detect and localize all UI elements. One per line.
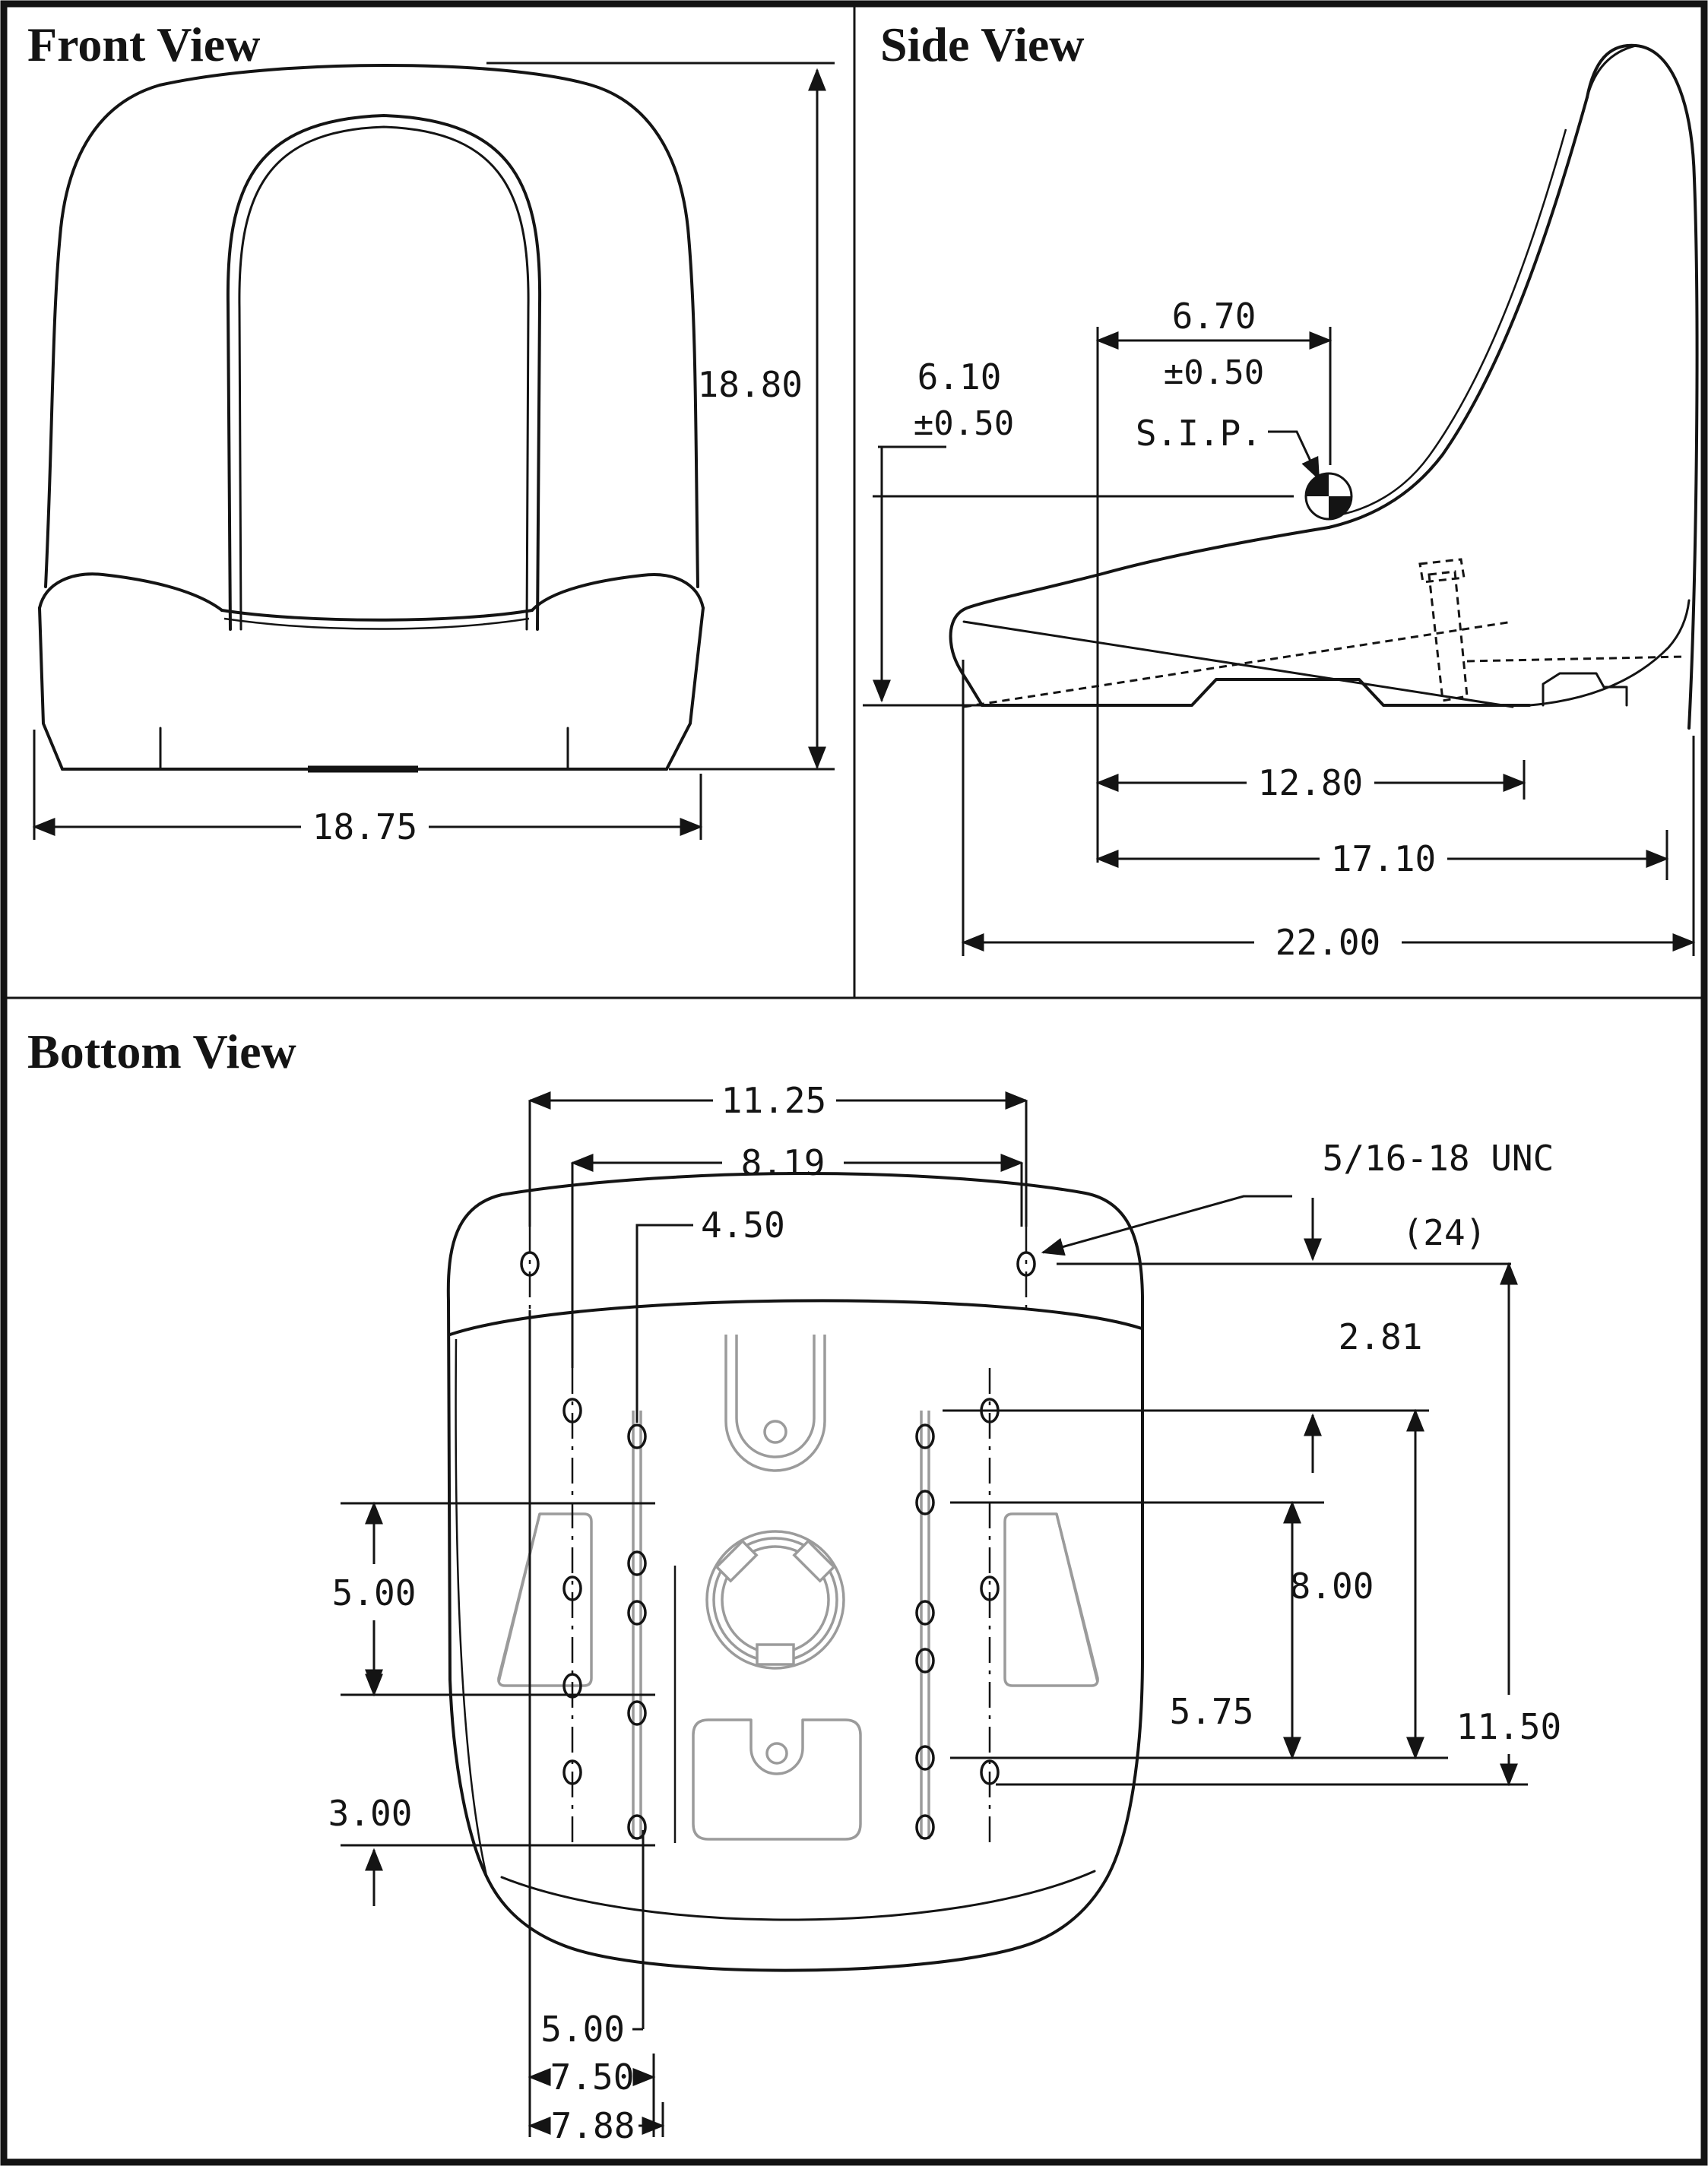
front-view-title: Front View <box>27 17 261 71</box>
front-view-panel <box>27 17 835 847</box>
back-flange-line <box>450 1300 1142 1335</box>
bottom-view-title: Bottom View <box>27 1024 296 1078</box>
dim-label-left-lower-span: 3.00 <box>328 1793 413 1834</box>
dim-label-outer-hole-span: 11.25 <box>721 1080 827 1121</box>
hub-notch-2 <box>794 1541 834 1581</box>
dim-label-sip-height-tol: ±0.50 <box>913 404 1015 443</box>
dim-label-left-upper-span: 5.00 <box>331 1572 417 1613</box>
mount-hole <box>917 1601 933 1624</box>
seat-side-outline <box>951 46 1697 728</box>
dim-label-top-row-offset: 2.81 <box>1338 1316 1423 1357</box>
side-view-title: Side View <box>880 17 1085 71</box>
dim-label-mid-hole-span: 8.19 <box>740 1142 825 1183</box>
dim-label-sip-height: 6.10 <box>917 356 1002 397</box>
thread-count-label: (24) <box>1402 1212 1487 1253</box>
dim-label-rail-span: 8.00 <box>1289 1566 1374 1607</box>
mount-hole <box>917 1491 933 1514</box>
dim-label-front-width: 18.75 <box>312 806 418 847</box>
latch-plate <box>693 1720 860 1839</box>
adjuster-lever <box>1429 572 1467 701</box>
right-bracket <box>1005 1514 1098 1686</box>
mount-hole <box>917 1649 933 1672</box>
mount-hole <box>917 1425 933 1448</box>
dim-label-slot-span: 5.75 <box>1169 1691 1254 1732</box>
dim-bottom-mid-span <box>530 2057 654 2098</box>
side-view-panel <box>863 17 1697 963</box>
thread-note-callout <box>1043 1138 1554 1253</box>
dim-label-front-height: 18.80 <box>697 364 803 405</box>
hole-centerlines <box>530 1227 1026 1847</box>
mount-hole <box>629 1552 645 1575</box>
dim-mid-hole-span <box>572 1142 1022 1368</box>
dim-rail-span <box>1290 1411 1415 1758</box>
dim-label-usable-depth: 17.10 <box>1330 838 1437 879</box>
left-bracket <box>499 1514 591 1686</box>
dim-sip-height <box>863 356 1294 705</box>
dim-label-cushion-depth: 12.80 <box>1257 762 1364 803</box>
dim-cushion-depth <box>1098 760 1524 803</box>
mount-hole <box>629 1601 645 1624</box>
dim-bottom-inner-span <box>540 2009 643 2050</box>
dim-label-total-row-span: 11.50 <box>1456 1706 1562 1747</box>
thread-note-label: 5/16-18 UNC <box>1322 1138 1554 1179</box>
cushion-front-line <box>502 1871 1095 1920</box>
dim-left-lower-span <box>328 1636 413 1906</box>
mount-hole <box>629 1425 645 1448</box>
mount-hole <box>629 1702 645 1724</box>
dim-slot-span <box>1170 1503 1292 1758</box>
rear-slot-inner <box>737 1335 814 1457</box>
dim-usable-depth <box>1098 830 1667 880</box>
rear-slot-outer <box>726 1335 825 1471</box>
dim-front-width <box>34 730 701 847</box>
mount-hole <box>917 1746 933 1769</box>
seat-front-outline <box>40 65 703 769</box>
sip-quadrant-lower-right <box>1329 496 1352 519</box>
hub-notch-1 <box>717 1541 756 1581</box>
dim-label-bottom-inner-span: 5.00 <box>540 2009 625 2050</box>
dim-bottom-outer-span <box>530 2105 663 2146</box>
dim-label-bottom-mid-span: 7.50 <box>550 2057 635 2098</box>
seat-bottom-outline <box>448 1173 1142 1971</box>
latch-plate-hole <box>767 1743 787 1763</box>
dim-label-sip-setback: 6.70 <box>1171 296 1256 337</box>
dim-label-sip-setback-tol: ±0.50 <box>1163 353 1265 392</box>
dim-label-bottom-outer-span: 7.88 <box>550 2105 635 2146</box>
sip-label: S.I.P. <box>1135 413 1262 454</box>
bottom-view-panel <box>27 1024 1561 2146</box>
sip-callout <box>1136 413 1352 519</box>
backrest-opening-inner <box>239 127 528 629</box>
backrest-opening-outer <box>228 116 540 629</box>
dim-label-inner-hole-span: 4.50 <box>701 1205 785 1246</box>
hub-notch-3 <box>757 1645 794 1664</box>
mount-hole <box>917 1816 933 1838</box>
dim-inner-hole-span <box>637 1205 785 1423</box>
dim-label-overall-depth: 22.00 <box>1275 922 1381 963</box>
rear-slot-hole <box>765 1421 786 1442</box>
dim-total-row-span <box>1456 1264 1561 1784</box>
